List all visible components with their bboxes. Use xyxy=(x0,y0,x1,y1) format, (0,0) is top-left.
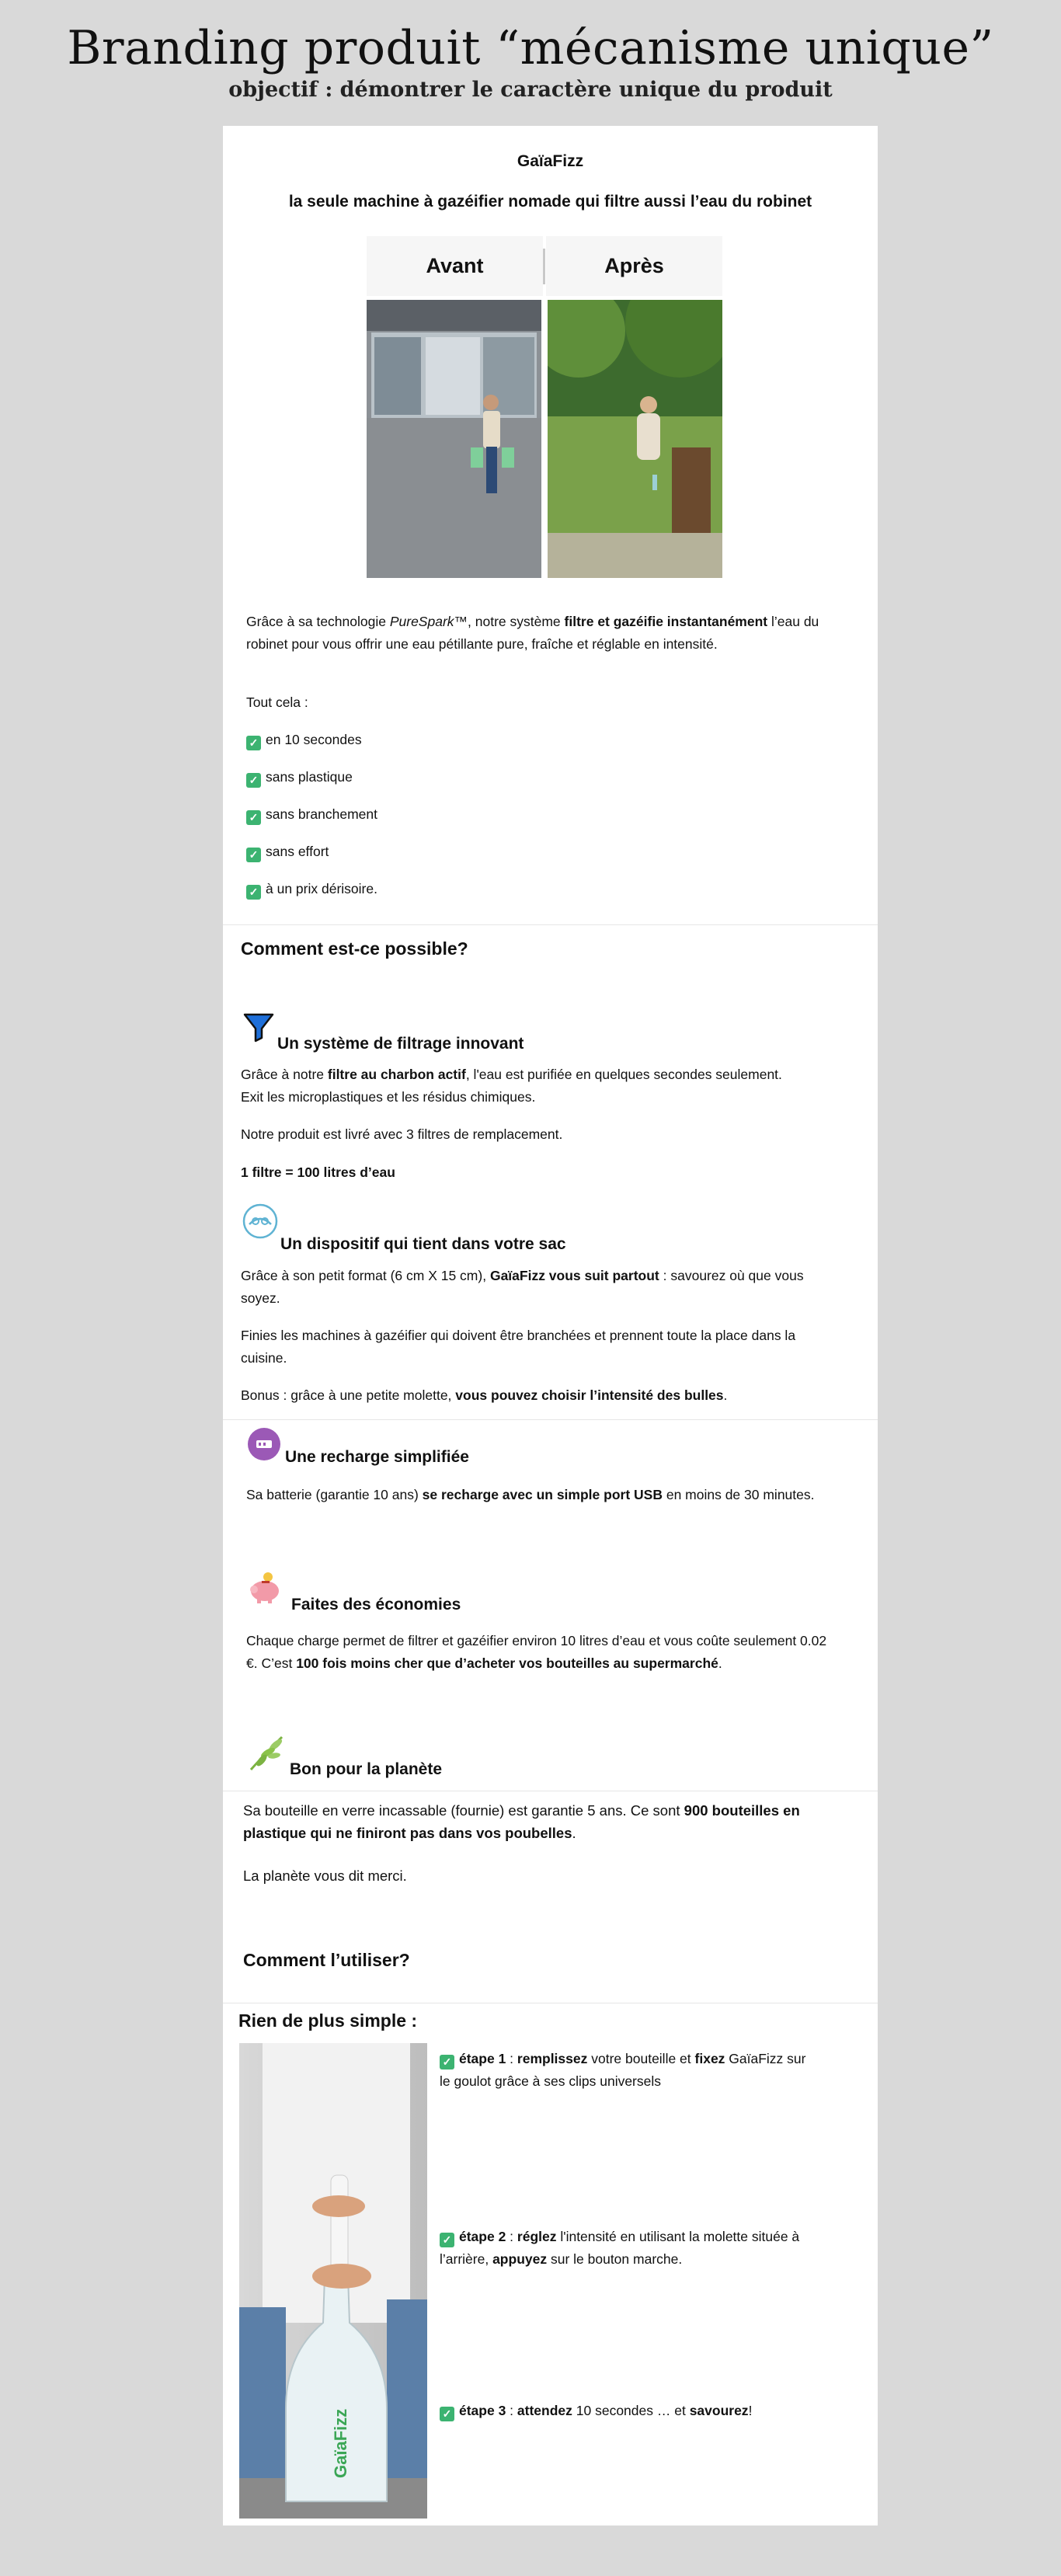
bag-paragraph: Grâce à son petit format (6 cm X 15 cm), GaïaFizz vous suit partout : savourez où que vous soyez. xyxy=(241,1268,804,1306)
how-use-heading: Comment l’utiliser? xyxy=(243,1950,410,1970)
bag-feature-title: Un dispositif qui tient dans votre sac xyxy=(280,1235,566,1253)
check-icon: ✓ xyxy=(440,2407,454,2421)
benefits-title: Tout cela : xyxy=(246,694,308,710)
product-photo xyxy=(239,2043,427,2519)
check-icon: ✓ xyxy=(246,848,261,862)
how-possible-heading: Comment est-ce possible? xyxy=(241,938,468,959)
recharge-feature-title: Une recharge simplifiée xyxy=(285,1448,469,1466)
piggy-bank-icon xyxy=(246,1571,284,1609)
recharge-paragraph: Sa batterie (garantie 10 ans) se recharge avec un simple port USB en moins de 30 minutes. xyxy=(246,1487,815,1502)
leaf-icon xyxy=(248,1732,288,1777)
funnel-icon xyxy=(243,1011,274,1046)
check-icon: ✓ xyxy=(246,810,261,825)
after-label: Après xyxy=(546,236,722,296)
check-icon: ✓ xyxy=(440,2055,454,2070)
tagline: la seule machine à gazéifier nomade qui filtre aussi l’eau du robinet xyxy=(288,193,812,211)
simple-heading: Rien de plus simple : xyxy=(238,2010,418,2031)
filter-capacity: 1 filtre = 100 litres d’eau xyxy=(241,1164,395,1180)
before-label: Avant xyxy=(367,236,543,296)
benefit-item: ✓ sans branchement xyxy=(246,805,377,825)
page-header xyxy=(0,0,1061,104)
section-divider xyxy=(223,1419,878,1420)
usb-icon xyxy=(248,1428,280,1464)
page-title: Branding produit “mécanisme unique” xyxy=(67,21,994,75)
step-2: ✓ étape 2 : réglez l'intensité en utilisant la molette située à l’arrière, appuyez sur le bouton marche. xyxy=(440,2229,800,2267)
section-divider xyxy=(223,924,878,925)
check-icon: ✓ xyxy=(246,885,261,900)
filter-feature-title: Un système de filtrage innovant xyxy=(277,1035,524,1053)
tech-name: PureSpark™ xyxy=(389,614,468,629)
bag-paragraph-2: Finies les machines à gazéifier qui doivent être branchées et prennent toute la place dans la cuisine. xyxy=(241,1328,796,1366)
intro-paragraph: Grâce à sa technologie PureSpark™, notre système filtre et gazéifie instantanément l’eau du robinet pour vous offrir une eau pétillante pure, fraîche et réglable en intensité. xyxy=(246,614,819,652)
benefit-item: ✓ à un prix dérisoire. xyxy=(246,879,377,900)
planet-thanks: La planète vous dit merci. xyxy=(243,1868,407,1884)
benefit-item: ✓ sans effort xyxy=(246,842,329,862)
filter-paragraph: Grâce à notre filtre au charbon actif, l'eau est purifiée en quelques secondes seulement. Exit les microplastiques et les résidus chimiques. xyxy=(241,1067,782,1105)
benefit-item: ✓ sans plastique xyxy=(246,768,353,788)
check-icon: ✓ xyxy=(440,2233,454,2247)
check-icon: ✓ xyxy=(246,773,261,788)
planet-paragraph: Sa bouteille en verre incassable (fournie) est garantie 5 ans. Ce sont 900 bouteilles en plastique qui ne finiront pas dans vos poubelles. xyxy=(243,1802,800,1841)
filter-refills: Notre produit est livré avec 3 filtres de remplacement. xyxy=(241,1126,563,1142)
step-1: ✓ étape 1 : remplissez votre bouteille et fixez GaïaFizz sur le goulot grâce à ses clips universels xyxy=(440,2051,806,2089)
brand-name: GaïaFizz xyxy=(517,152,584,170)
bag-bonus: Bonus : grâce à une petite molette, vous pouvez choisir l’intensité des bulles. xyxy=(241,1387,728,1403)
savings-feature-title: Faites des économies xyxy=(291,1596,461,1613)
benefit-item: ✓ en 10 secondes xyxy=(246,730,362,750)
before-photo xyxy=(367,300,541,578)
before-after-image xyxy=(367,236,722,578)
content-card xyxy=(223,126,878,2526)
check-icon: ✓ xyxy=(246,736,261,750)
planet-feature-title: Bon pour la planète xyxy=(290,1760,443,1778)
bottle-brand-label: GaïaFizz xyxy=(331,2408,350,2478)
after-photo xyxy=(548,300,722,578)
page-subtitle: objectif : démontrer le caractère unique du produit xyxy=(228,78,833,102)
before-after-separator xyxy=(543,249,545,284)
step-3: ✓ étape 3 : attendez 10 secondes … et savourez! xyxy=(440,2400,812,2422)
bag-icon xyxy=(242,1203,279,1244)
savings-paragraph: Chaque charge permet de filtrer et gazéifier environ 10 litres d’eau et vous coûte seulement 0.02 €. C’est 100 fois moins cher que d’acheter vos bouteilles au supermarché. xyxy=(246,1633,827,1671)
